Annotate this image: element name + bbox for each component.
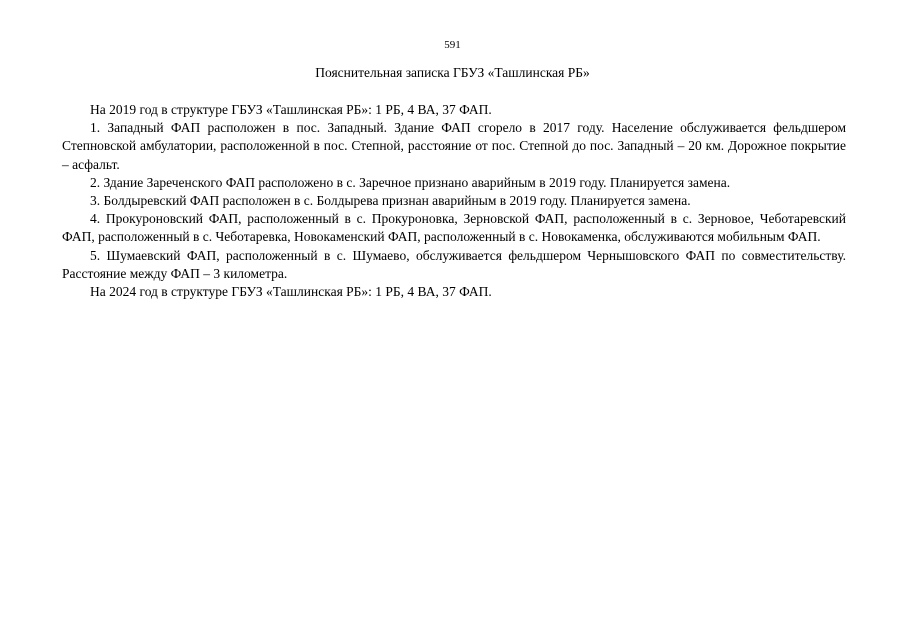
paragraph-item-2: 2. Здание Зареченского ФАП расположено в с. Заречное признано аварийным в 2019 году. Планируется замена.: [90, 174, 731, 190]
paragraph-item-1: 1. Западный ФАП расположен в пос. Западный. Здание ФАП сгорело в 2017 году. Население обслуживается фельдшером Степновской амбулатории, расположенной в пос. Степной, расстояние от пос. Степной до пос. Западный – 20 км. Дорожное покрытие – асфальт.: [62, 120, 846, 172]
paragraph-item-4: 4. Прокуроновский ФАП, расположенный в с. Прокуроновка, Зерновской ФАП, расположенный в с. Зерновое, Чеботаревский ФАП, расположенный в с. Чеботаревка, Новокаменский ФАП, расположенный в с. Новокаменка, обслуживаются мобильным ФАП.: [62, 211, 846, 245]
page-number: 591: [444, 39, 461, 51]
paragraph-item-3: 3. Болдыревский ФАП расположен в с. Болдырева признан аварийным в 2019 году. Планируется замена.: [90, 193, 691, 209]
paragraph-2019-summary: На 2019 год в структуре ГБУЗ «Ташлинская РБ»: 1 РБ, 4 ВА, 37 ФАП.: [90, 102, 492, 117]
document-title: Пояснительная записка ГБУЗ «Ташлинская РБ»: [315, 65, 590, 80]
paragraph-item-5: 5. Шумаевский ФАП, расположенный в с. Шумаево, обслуживается фельдшером Чернышовского ФАП по совместительству. Расстояние между ФАП – 3 километра.: [62, 247, 846, 281]
paragraph-2024-summary: На 2024 год в структуре ГБУЗ «Ташлинская РБ»: 1 РБ, 4 ВА, 37 ФАП.: [90, 284, 492, 300]
document-body: [62, 101, 846, 301]
